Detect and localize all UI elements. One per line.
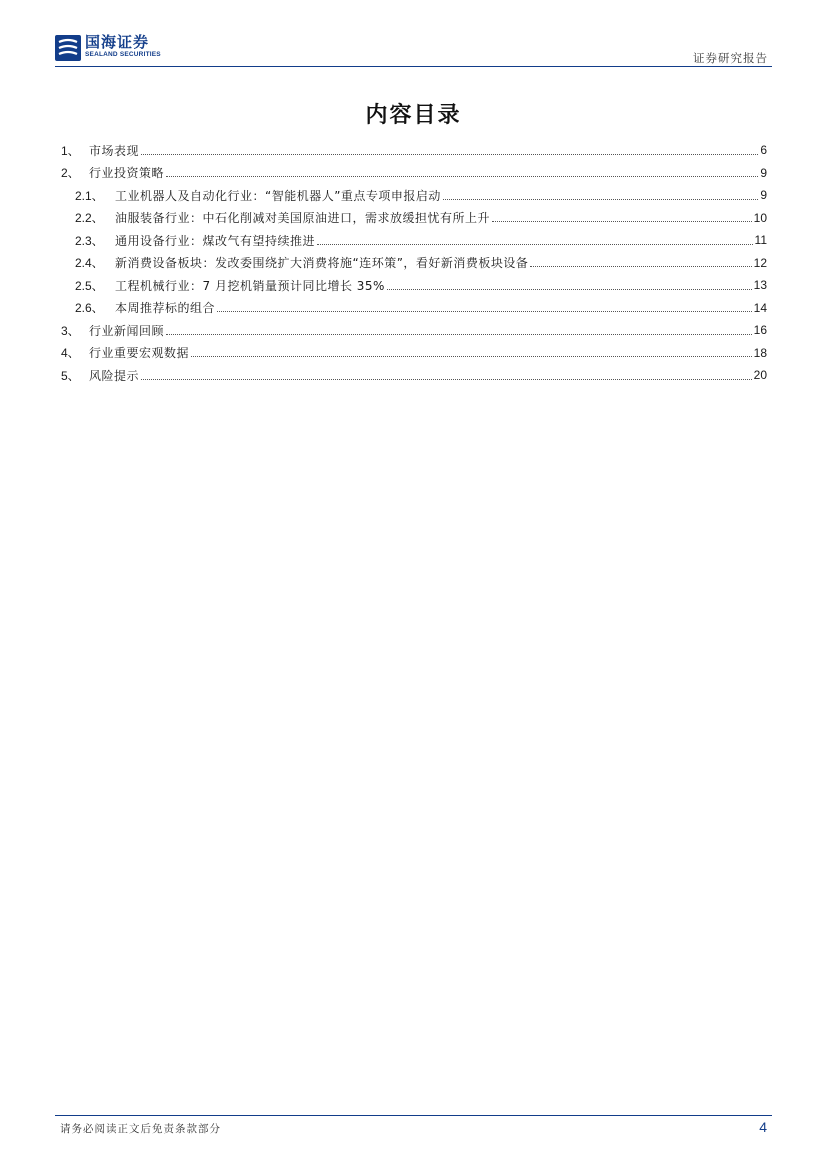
table-of-contents	[61, 139, 767, 387]
toc-entry-page: 14	[753, 300, 767, 315]
page-title: 内容目录	[365, 103, 462, 128]
toc-entry-label: 工业机器人及自动化行业：“智能机器人”重点专项申报启动	[115, 188, 441, 203]
toc-dot-leader	[166, 176, 758, 177]
toc-entry-number: 1、	[61, 143, 80, 158]
toc-entry-number: 2.5、	[75, 278, 104, 293]
toc-entry-page: 12	[753, 255, 767, 270]
toc-entry[interactable]	[61, 184, 767, 207]
header-divider	[55, 66, 772, 67]
toc-entry-label: 通用设备行业：煤改气有望持续推进	[115, 233, 316, 248]
toc-entry[interactable]	[61, 207, 767, 230]
sealand-logo-icon	[55, 35, 81, 61]
toc-dot-leader	[443, 199, 758, 200]
toc-entry-label: 工程机械行业：7 月挖机销量预计同比增长 35%	[115, 278, 385, 293]
toc-entry-number: 2.4、	[75, 256, 104, 271]
toc-entry-page: 10	[753, 210, 767, 225]
toc-entry[interactable]	[61, 319, 767, 342]
toc-entry-label: 风险提示	[89, 368, 140, 383]
toc-entry-number: 3、	[61, 323, 80, 338]
toc-entry-label: 行业新闻回顾	[89, 323, 165, 338]
toc-dot-leader	[217, 311, 752, 312]
logo-chinese-name: 国海证券	[85, 33, 150, 51]
toc-dot-leader	[492, 221, 752, 222]
toc-entry-label: 市场表现	[89, 143, 140, 158]
toc-entry-number: 2.6、	[75, 301, 104, 316]
toc-dot-leader	[141, 154, 758, 155]
document-type-label: 证券研究报告	[693, 51, 768, 65]
toc-dot-leader	[141, 379, 752, 380]
toc-entry-label: 新消费设备板块：发改委围绕扩大消费将施“连环策”，看好新消费板块设备	[115, 256, 529, 271]
toc-entry[interactable]	[61, 297, 767, 320]
toc-entry-label: 本周推荐标的组合	[115, 301, 216, 316]
toc-entry[interactable]	[61, 229, 767, 252]
toc-entry-label: 行业投资策略	[89, 166, 165, 181]
toc-entry-page: 13	[753, 278, 767, 293]
toc-entry-number: 5、	[61, 368, 80, 383]
toc-dot-leader	[530, 266, 751, 267]
toc-entry-page: 18	[753, 345, 767, 360]
footer-disclaimer: 请务必阅读正文后免责条款部分	[60, 1123, 221, 1135]
toc-entry-number: 2.1、	[75, 188, 104, 203]
toc-entry[interactable]	[61, 252, 767, 275]
toc-dot-leader	[317, 244, 753, 245]
toc-entry-number: 2.2、	[75, 211, 104, 226]
toc-entry-number: 2、	[61, 166, 80, 181]
toc-entry[interactable]	[61, 364, 767, 387]
toc-dot-leader	[387, 289, 752, 290]
toc-entry[interactable]	[61, 274, 767, 297]
page-header	[55, 34, 772, 66]
logo-english-name: SEALAND SECURITIES	[85, 51, 161, 58]
toc-entry-page: 20	[753, 368, 767, 383]
toc-entry-page: 16	[753, 323, 767, 338]
toc-entry-page: 9	[760, 188, 767, 203]
toc-entry-number: 2.3、	[75, 233, 104, 248]
toc-entry-page: 11	[754, 233, 767, 248]
toc-dot-leader	[191, 356, 752, 357]
toc-entry-label: 油服装备行业：中石化削减对美国原油进口，需求放缓担忧有所上升	[115, 211, 491, 226]
toc-entry-page: 9	[760, 165, 767, 180]
toc-entry[interactable]	[61, 342, 767, 365]
toc-entry[interactable]	[61, 162, 767, 185]
toc-entry-label: 行业重要宏观数据	[89, 346, 190, 361]
toc-entry-page: 6	[760, 143, 767, 158]
toc-entry-number: 4、	[61, 346, 80, 361]
toc-entry[interactable]	[61, 139, 767, 162]
page-number: 4	[759, 1119, 767, 1135]
company-logo	[55, 34, 161, 64]
toc-dot-leader	[166, 334, 752, 335]
footer-divider	[55, 1115, 772, 1116]
